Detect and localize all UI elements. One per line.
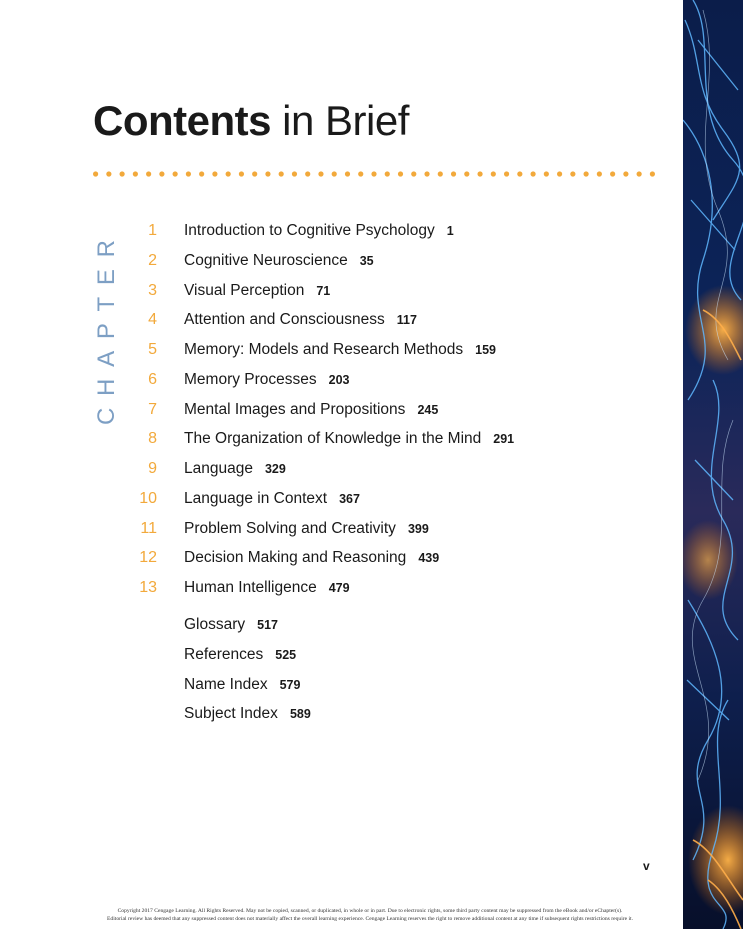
chapter-number: 11 xyxy=(140,519,157,537)
chapter-title: Visual Perception xyxy=(184,281,305,299)
chapter-title: Attention and Consciousness xyxy=(184,311,385,329)
chapter-title-line xyxy=(184,547,439,569)
divider-dot xyxy=(650,171,655,176)
chapter-title: Problem Solving and Creativity xyxy=(184,519,396,537)
chapter-page: 159 xyxy=(475,343,496,357)
chapter-title-line xyxy=(184,280,330,302)
chapter-number: 4 xyxy=(148,311,157,329)
divider-dot xyxy=(292,171,297,176)
divider-dot xyxy=(451,171,456,176)
copyright-notice xyxy=(60,908,680,923)
chapter-title: The Organization of Knowledge in the Mind xyxy=(184,430,482,448)
divider-dot xyxy=(252,171,257,176)
chapter-title-line xyxy=(184,458,286,480)
chapter-title-line xyxy=(184,369,350,391)
chapter-title: Language xyxy=(184,460,253,477)
chapter-page: 245 xyxy=(417,402,439,417)
divider-dot xyxy=(385,171,390,176)
chapter-number: 10 xyxy=(139,489,157,507)
chapter-number: 8 xyxy=(148,430,157,448)
divider-dot xyxy=(318,171,323,176)
chapter-page: 367 xyxy=(339,491,360,506)
chapter-title-line xyxy=(184,488,360,510)
backmatter-title-line xyxy=(184,674,300,696)
divider-dot xyxy=(398,171,403,176)
divider-dot xyxy=(637,171,642,176)
divider-dot xyxy=(173,171,178,176)
chapter-number: 13 xyxy=(139,579,157,596)
chapter-vertical-label xyxy=(92,225,122,425)
divider-dot xyxy=(544,171,549,176)
chapter-page: 71 xyxy=(316,283,331,298)
chapter-page: 291 xyxy=(493,432,515,447)
backmatter-page: 525 xyxy=(275,647,297,662)
divider-dot xyxy=(212,171,217,176)
chapter-title-line xyxy=(184,428,514,450)
divider-dot xyxy=(424,171,429,176)
chapter-title: Introduction to Cognitive Psychology xyxy=(184,222,435,239)
dotted-divider xyxy=(93,170,655,178)
divider-dot xyxy=(623,171,628,176)
chapter-page: 117 xyxy=(396,313,417,328)
chapter-title-line xyxy=(184,309,417,331)
divider-dot xyxy=(106,171,111,176)
backmatter-page: 589 xyxy=(289,707,311,722)
divider-dot xyxy=(584,171,589,176)
divider-dot xyxy=(517,171,522,176)
chapter-page: 203 xyxy=(328,372,350,387)
chapter-page: 1 xyxy=(446,224,454,238)
chapter-number: 7 xyxy=(148,400,157,418)
divider-dot xyxy=(265,171,270,176)
divider-dot xyxy=(597,171,602,176)
chapter-number: 9 xyxy=(148,460,157,477)
title-bold: Contents xyxy=(93,97,271,144)
divider-dot xyxy=(371,171,376,176)
divider-dot xyxy=(239,171,244,176)
chapter-title: Memory Processes xyxy=(184,370,317,388)
chapter-page: 329 xyxy=(264,462,286,476)
divider-dot xyxy=(610,171,615,176)
divider-dot xyxy=(358,171,363,176)
divider-dot xyxy=(464,171,469,176)
chapter-title-line xyxy=(184,250,374,272)
chapter-title: Decision Making and Reasoning xyxy=(184,549,407,567)
divider-dot xyxy=(530,171,535,176)
chapter-number: 2 xyxy=(148,251,157,269)
chapter-title-line xyxy=(184,399,438,421)
chapter-page: 35 xyxy=(359,253,374,268)
divider-dot xyxy=(226,171,231,176)
divider-dot xyxy=(133,171,138,176)
divider-dot xyxy=(438,171,443,176)
page-number: v xyxy=(643,859,650,873)
backmatter-title-line xyxy=(184,703,311,725)
divider-dot xyxy=(504,171,509,176)
chapter-page: 439 xyxy=(418,551,440,566)
divider-dot xyxy=(186,171,191,176)
divider-dot xyxy=(491,171,496,176)
divider-dot xyxy=(120,171,125,176)
backmatter-title: Glossary xyxy=(184,616,246,633)
backmatter-title: Subject Index xyxy=(184,705,278,723)
divider-dot xyxy=(146,171,151,176)
backmatter-page: 579 xyxy=(279,677,301,692)
page-title xyxy=(93,95,409,147)
chapter-number: 6 xyxy=(148,370,157,388)
divider-dot xyxy=(345,171,350,176)
chapter-title: Memory: Models and Research Methods xyxy=(184,341,464,358)
chapter-title-line xyxy=(184,220,454,242)
chapter-page: 479 xyxy=(328,581,350,595)
divider-dot xyxy=(159,171,164,176)
chapter-title: Mental Images and Propositions xyxy=(184,400,406,418)
copyright-line-1: Copyright 2017 Cengage Learning. All Rights Reserved. May not be copied, scanned, or duplicated, in whole or in part. Due to electronic rights, some third party content may be suppressed from the eBook and/or eChapter(s). xyxy=(117,908,623,914)
chapter-title: Cognitive Neuroscience xyxy=(184,251,348,269)
divider-dot xyxy=(570,171,575,176)
chapter-title: Human Intelligence xyxy=(184,579,317,596)
chapter-number: 12 xyxy=(139,549,157,567)
copyright-line-2: Editorial review has deemed that any suppressed content does not materially affect the overall learning experience. Cengage Learning reserves the right to remove additional content at any time if subsequent rights restrictions require it. xyxy=(107,915,633,922)
chapter-title-line xyxy=(184,518,429,540)
backmatter-title: Name Index xyxy=(184,675,268,693)
chapter-label: CHAPTER xyxy=(93,240,120,425)
backmatter-title: References xyxy=(184,645,264,663)
chapter-title-line xyxy=(184,577,350,599)
divider-dot xyxy=(279,171,284,176)
chapter-title-line xyxy=(184,339,496,361)
light-trails-image xyxy=(683,0,743,929)
chapter-number: 5 xyxy=(148,341,157,358)
backmatter-page: 517 xyxy=(257,618,279,632)
chapter-page: 399 xyxy=(407,521,429,536)
chapter-title: Language in Context xyxy=(184,489,328,507)
divider-dot xyxy=(411,171,416,176)
title-rest: in Brief xyxy=(282,97,409,144)
divider-dot xyxy=(332,171,337,176)
divider-dot xyxy=(199,171,204,176)
chapter-number: 3 xyxy=(148,281,157,299)
divider-dot xyxy=(557,171,562,176)
divider-dot xyxy=(477,171,482,176)
backmatter-title-line xyxy=(184,614,278,636)
divider-dot xyxy=(93,171,98,176)
backmatter-title-line xyxy=(184,644,296,666)
divider-dot xyxy=(305,171,310,176)
chapter-number: 1 xyxy=(148,222,157,239)
